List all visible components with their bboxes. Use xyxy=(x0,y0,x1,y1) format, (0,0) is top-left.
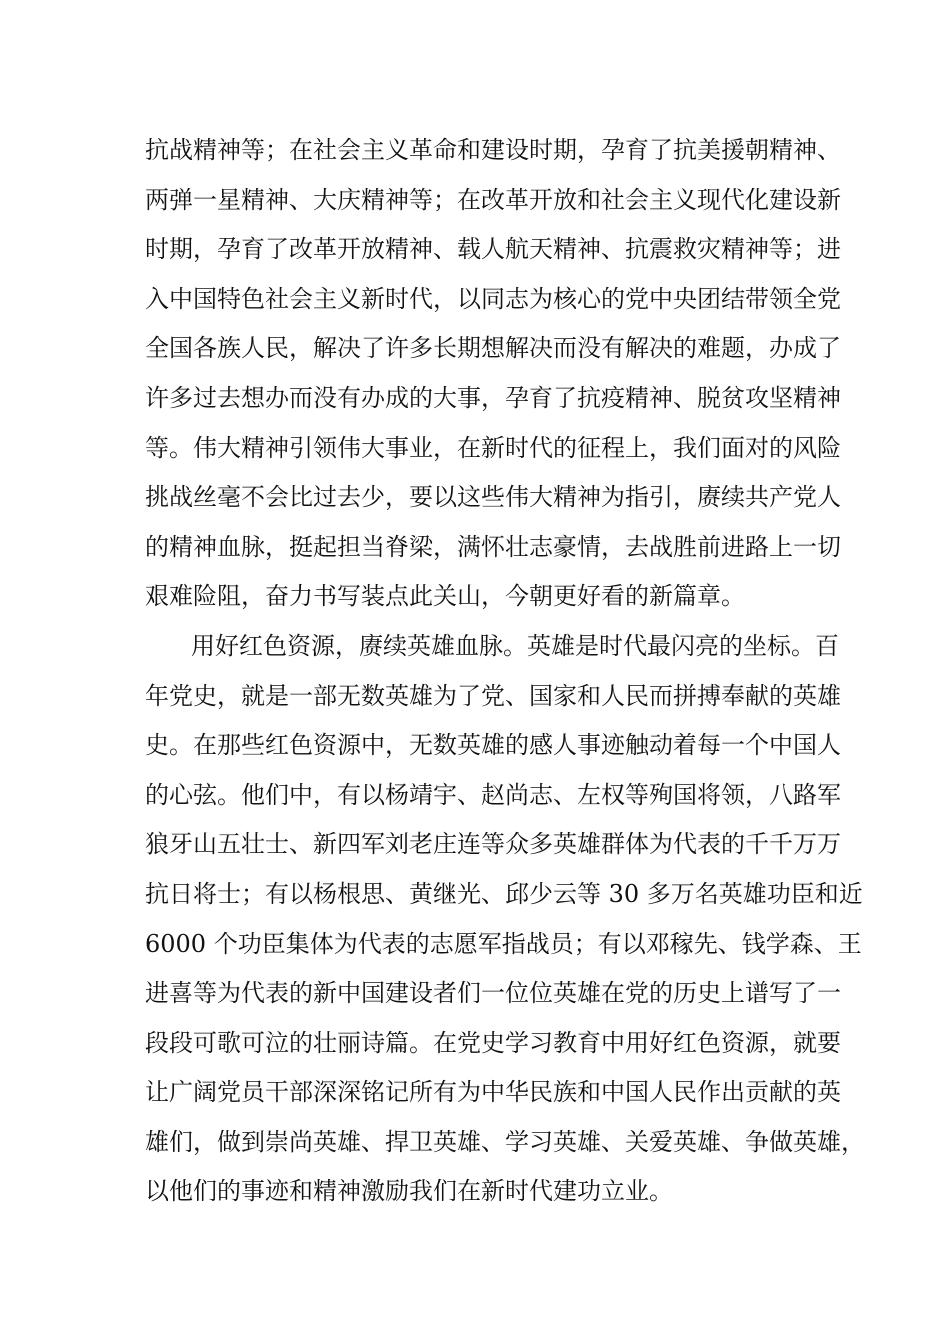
text-line: 狼牙山五壮士、新四军刘老庄连等众多英雄群体为代表的千千万万 xyxy=(145,830,841,859)
text-line: 6000 个功臣集体为代表的志愿军指战员；有以邓稼先、钱学森、王 xyxy=(145,929,862,958)
text-line: 挑战丝毫不会比过去少，要以这些伟大精神为指引，赓续共产党人 xyxy=(145,483,841,512)
text-line: 两弹一星精神、大庆精神等；在改革开放和社会主义现代化建设新 xyxy=(145,185,841,214)
text-line: 进喜等为代表的新中国建设者们一位位英雄在党的历史上谱写了一 xyxy=(145,979,841,1008)
text-line: 年党史，就是一部无数英雄为了党、国家和人民而拼搏奉献的英雄 xyxy=(145,681,841,710)
text-line: 段段可歌可泣的壮丽诗篇。在党史学习教育中用好红色资源，就要 xyxy=(145,1028,841,1057)
text-line: 用好红色资源，赓续英雄血脉。英雄是时代最闪亮的坐标。百 xyxy=(191,631,839,660)
text-line: 让广阔党员干部深深铭记所有为中华民族和中国人民作出贡献的英 xyxy=(145,1078,841,1107)
body-text xyxy=(145,126,865,1217)
text-line: 艰难险阻，奋力书写装点此关山，今朝更好看的新篇章。 xyxy=(145,582,745,611)
text-line: 时期，孕育了改革开放精神、载人航天精神、抗震救灾精神等；进 xyxy=(145,235,841,264)
text-line: 的心弦。他们中，有以杨靖宇、赵尚志、左权等殉国将领，八路军 xyxy=(145,780,841,809)
text-line: 雄们，做到崇尚英雄、捍卫英雄、学习英雄、关爱英雄、争做英雄， xyxy=(145,1127,865,1156)
text-line: 抗战精神等；在社会主义革命和建设时期，孕育了抗美援朝精神、 xyxy=(145,136,841,164)
paragraph-1 xyxy=(145,126,841,622)
text-line: 许多过去想办而没有办成的大事，孕育了抗疫精神、脱贫攻坚精神 xyxy=(145,383,841,412)
text-line: 以他们的事迹和精神激励我们在新时代建功立业。 xyxy=(145,1177,673,1206)
text-line: 入中国特色社会主义新时代，以同志为核心的党中央团结带领全党 xyxy=(145,284,841,313)
text-line: 史。在那些红色资源中，无数英雄的感人事迹触动着每一个中国人 xyxy=(145,731,841,760)
text-line: 抗日将士；有以杨根思、黄继光、邱少云等 30 多万名英雄功臣和近 xyxy=(145,879,863,908)
text-line: 全国各族人民，解决了许多长期想解决而没有解决的难题，办成了 xyxy=(145,334,841,363)
text-line: 的精神血脉，挺起担当脊梁，满怀壮志豪情，去战胜前进路上一切 xyxy=(145,532,841,561)
paragraph-2 xyxy=(145,622,865,1217)
text-line: 等。伟大精神引领伟大事业，在新时代的征程上，我们面对的风险 xyxy=(145,433,841,462)
